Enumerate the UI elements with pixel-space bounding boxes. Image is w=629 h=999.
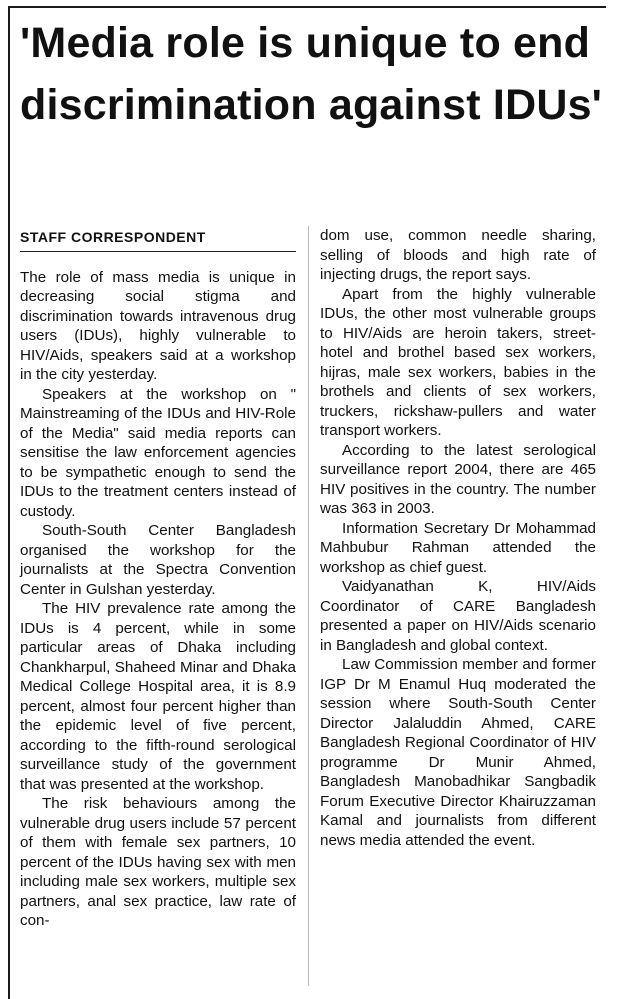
top-border (8, 6, 606, 8)
paragraph: The role of mass media is unique in decreasing social stigma and discrimination towards intravenous drug users (IDUs), highly vulnerable to HIV/Aids, speakers said at a workshop in the city yesterday. (20, 268, 296, 383)
column-divider (308, 226, 309, 986)
paragraph: Speakers at the workshop on " Mainstreaming of the IDUs and HIV-Role of the Media" said media reports can sensitise the law enforcement agencies to be sympathetic enough to send the IDUs to the treatment centers instead of custody. (20, 385, 296, 520)
paragraph: Vaidyanathan K, HIV/Aids Coordinator of CARE Bangladesh presented a paper on HIV/Aids scenario in Bangladesh and global context. (320, 578, 596, 654)
paragraph: dom use, common needle sharing, selling of bloods and high rate of injecting drugs, the report says. (320, 227, 596, 283)
headline: 'Media role is unique to end discrimination against IDUs' (20, 19, 603, 129)
paragraph: Apart from the highly vulnerable IDUs, the other most vulnerable groups to HIV/Aids are heroin takers, street-hotel and brothel based sex workers, hijras, male sex workers, babies in the brothels and clients of sex workers, truckers, rickshaw-pullers and water transport workers. (320, 285, 596, 439)
paragraph: According to the latest serological surveillance report 2004, there are 465 HIV positives in the country. The number was 363 in 2003. (320, 441, 596, 517)
right-column (320, 226, 596, 850)
paragraph: The risk behaviours among the vulnerable drug users include 57 percent of them with female sex partners, 10 percent of the IDUs having sex with men including male sex workers, multiple sex partners, anal sex practice, law rate of con- (20, 795, 296, 929)
byline: STAFF CORRESPONDENT (20, 228, 296, 252)
left-border (8, 6, 10, 999)
paragraph: The HIV prevalence rate among the IDUs is 4 percent, while in some particular areas of Dhaka including Chankharpul, Shaheed Minar and Dhaka Medical College Hospital area, it is 8.9 percent, almost four percent higher than the epidemic level of five percent, according to the fifth-round serological surveillance study of the government that was presented at the workshop. (20, 600, 296, 793)
paragraph: Information Secretary Dr Mohammad Mahbubur Rahman attended the workshop as chief guest. (320, 519, 596, 576)
paragraph: South-South Center Bangladesh organised the workshop for the journalists at the Spectra Convention Center in Gulshan yesterday. (20, 522, 296, 598)
left-column (20, 228, 296, 931)
paragraph: Law Commission member and former IGP Dr M Enamul Huq moderated the session where South-South Center Director Jalaluddin Ahmed, CARE Bangladesh Regional Coordinator of HIV programme Dr Munir Ahmed, Bangladesh Manobadhikar Sangbadik Forum Executive Director Khairuzzaman Kamal and journalists from different news media attended the event. (320, 656, 596, 849)
